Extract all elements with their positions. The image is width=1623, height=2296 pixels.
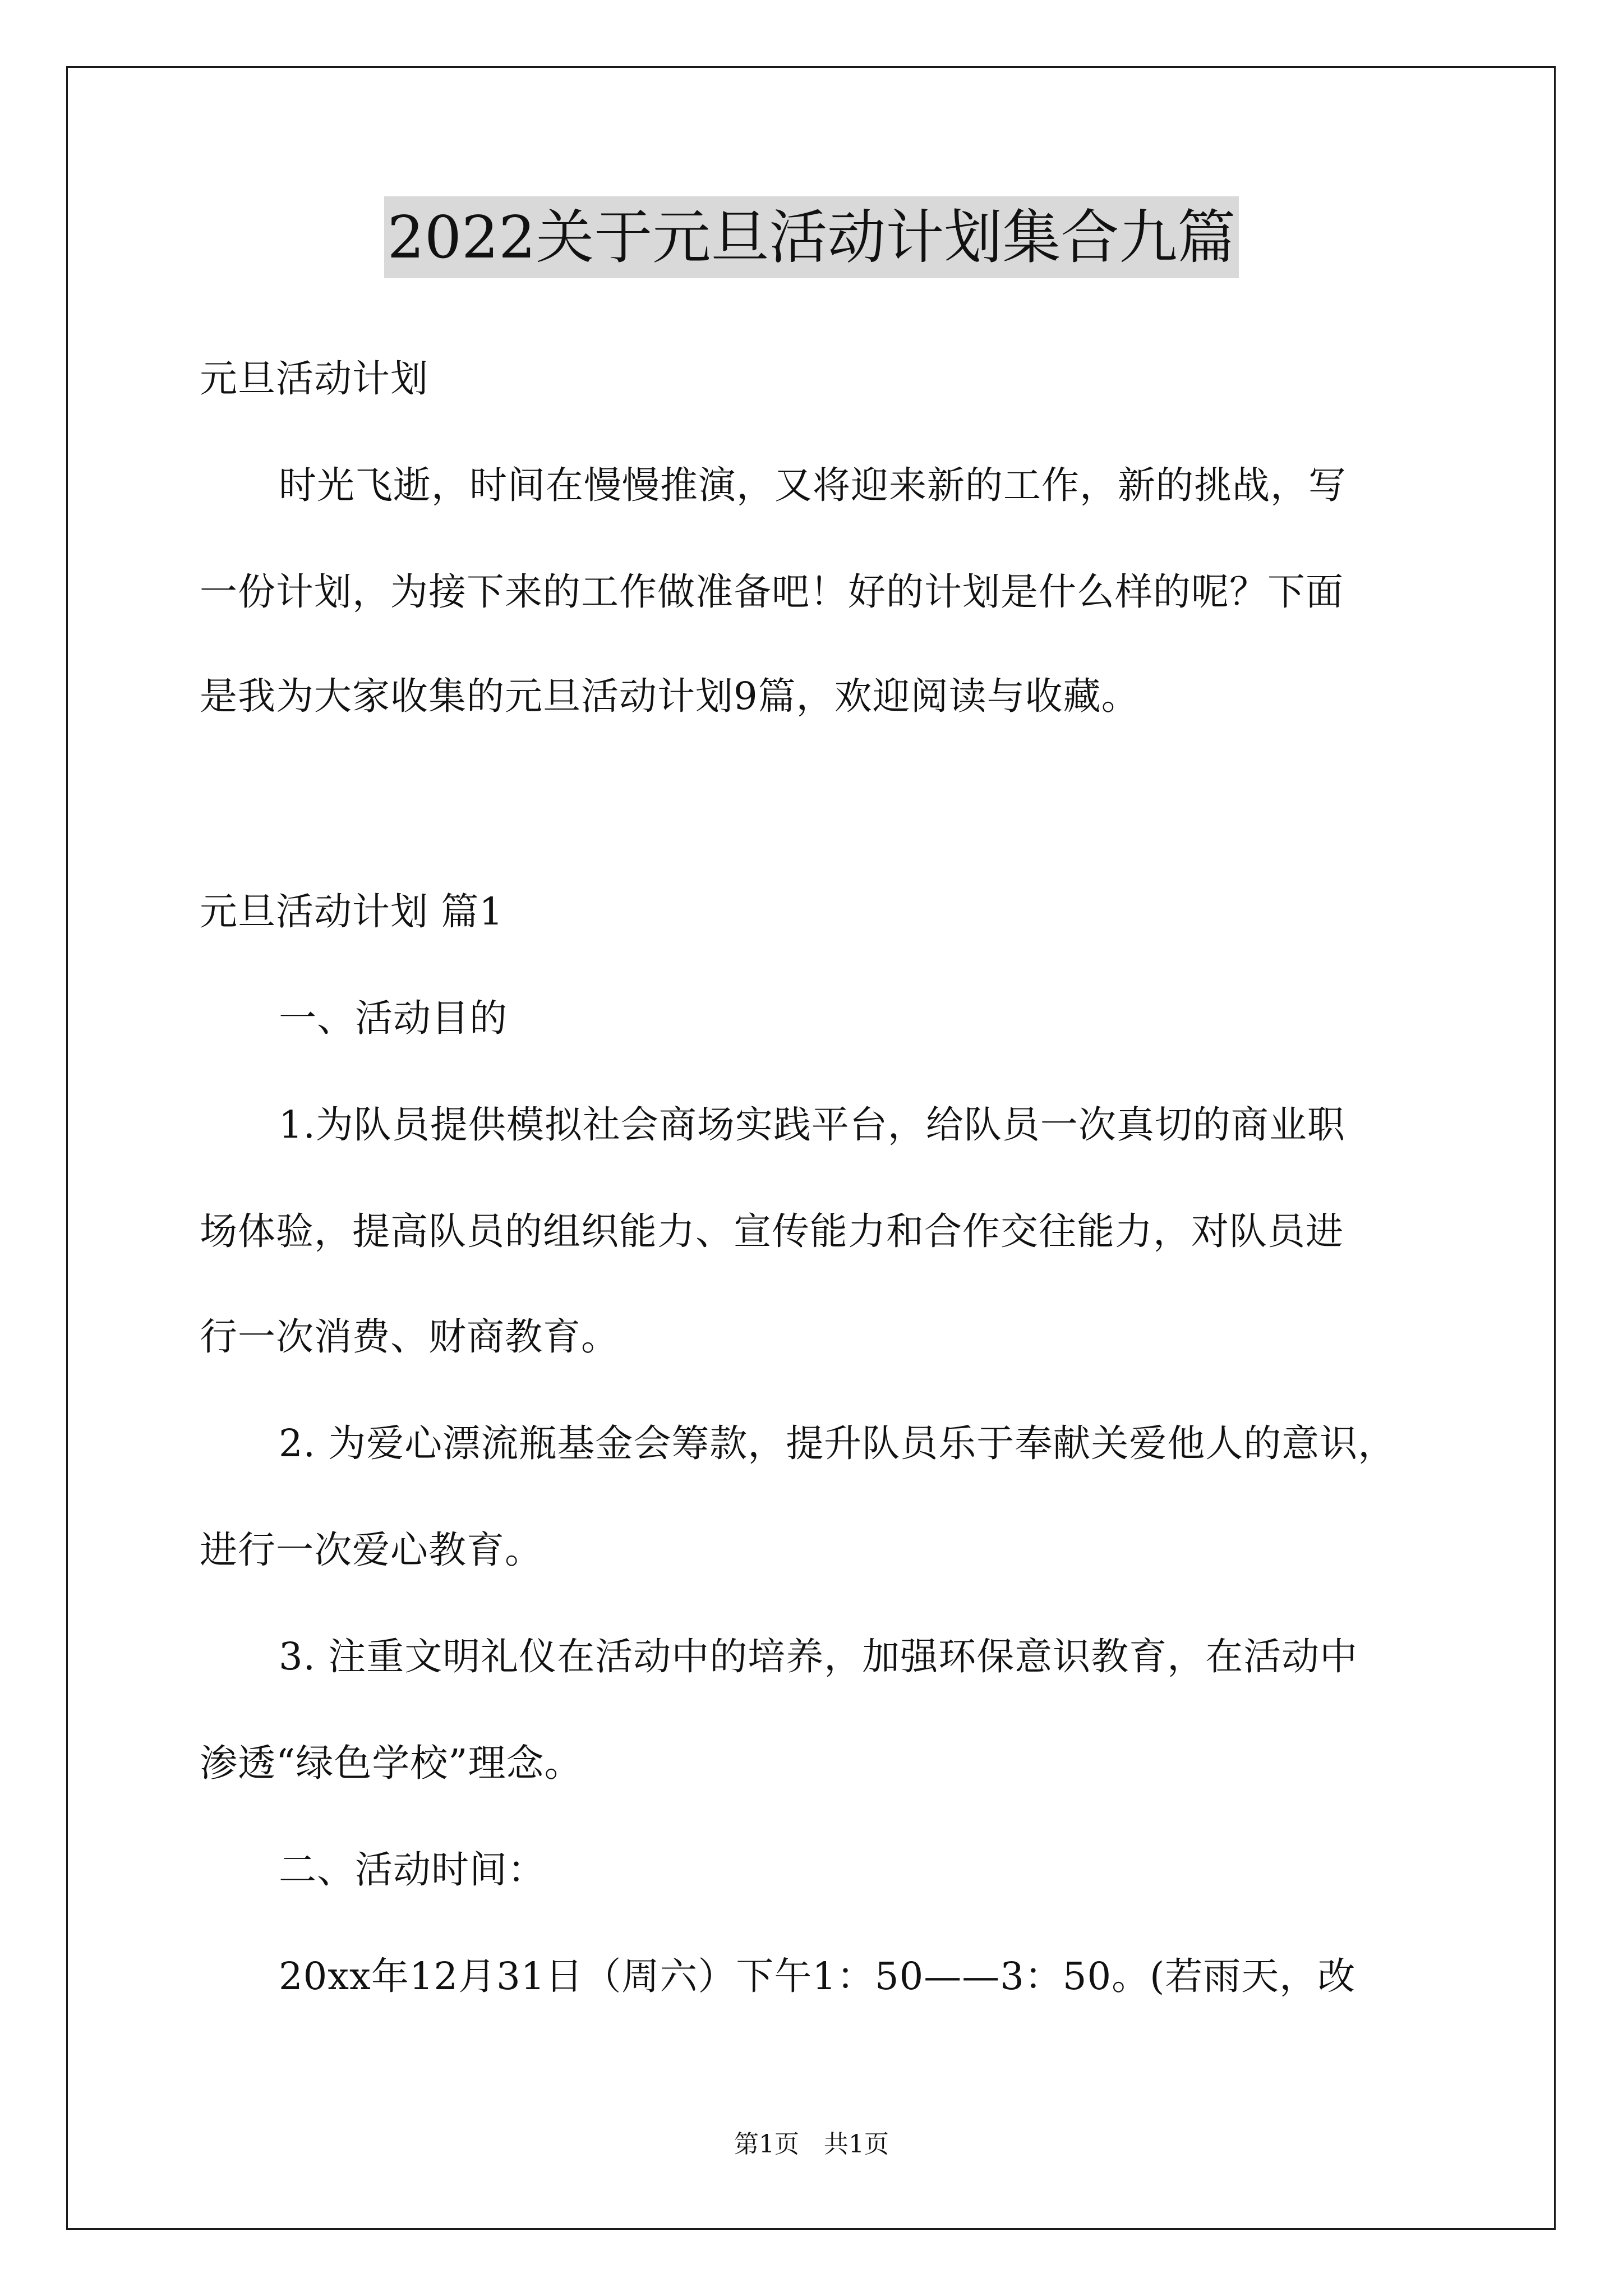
paragraph-line: 进行一次爱心教育。 bbox=[200, 1528, 543, 1572]
paragraph-line: 行一次消费、财商教育。 bbox=[200, 1315, 619, 1359]
paragraph-line: 2. 为爱心漂流瓶基金会筹款，提升队员乐于奉献关爱他人的意识， bbox=[279, 1421, 1396, 1465]
section-heading: 元旦活动计划 bbox=[200, 357, 428, 401]
paragraph-line: 1.为队员提供模拟社会商场实践平台，给队员一次真切的商业职 bbox=[279, 1103, 1345, 1147]
subheading: 二、活动时间： bbox=[279, 1848, 546, 1892]
paragraph-line: 时光飞逝，时间在慢慢推演，又将迎来新的工作，新的挑战，写 bbox=[279, 463, 1347, 507]
section-heading: 元旦活动计划 篇1 bbox=[200, 890, 504, 933]
paragraph-line: 场体验，提高队员的组织能力、宣传能力和合作交往能力，对队员进 bbox=[200, 1209, 1344, 1253]
subheading: 一、活动目的 bbox=[279, 996, 508, 1040]
page-footer: 第1页 共1页 bbox=[734, 2130, 889, 2159]
paragraph-line: 20xx年12月31日（周六）下午1：50——3：50。(若雨天，改 bbox=[279, 1954, 1356, 1998]
document-title: 2022关于元旦活动计划集合九篇 bbox=[384, 196, 1239, 278]
paragraph-line: 一份计划，为接下来的工作做准备吧！好的计划是什么样的呢？下面 bbox=[200, 570, 1344, 614]
title-container bbox=[0, 196, 1623, 278]
paragraph-line: 是我为大家收集的元旦活动计划9篇，欢迎阅读与收藏。 bbox=[200, 674, 1140, 718]
paragraph-line: 渗透“绿色学校”理念。 bbox=[200, 1741, 583, 1785]
paragraph-line: 3. 注重文明礼仪在活动中的培养，加强环保意识教育，在活动中 bbox=[279, 1635, 1358, 1678]
